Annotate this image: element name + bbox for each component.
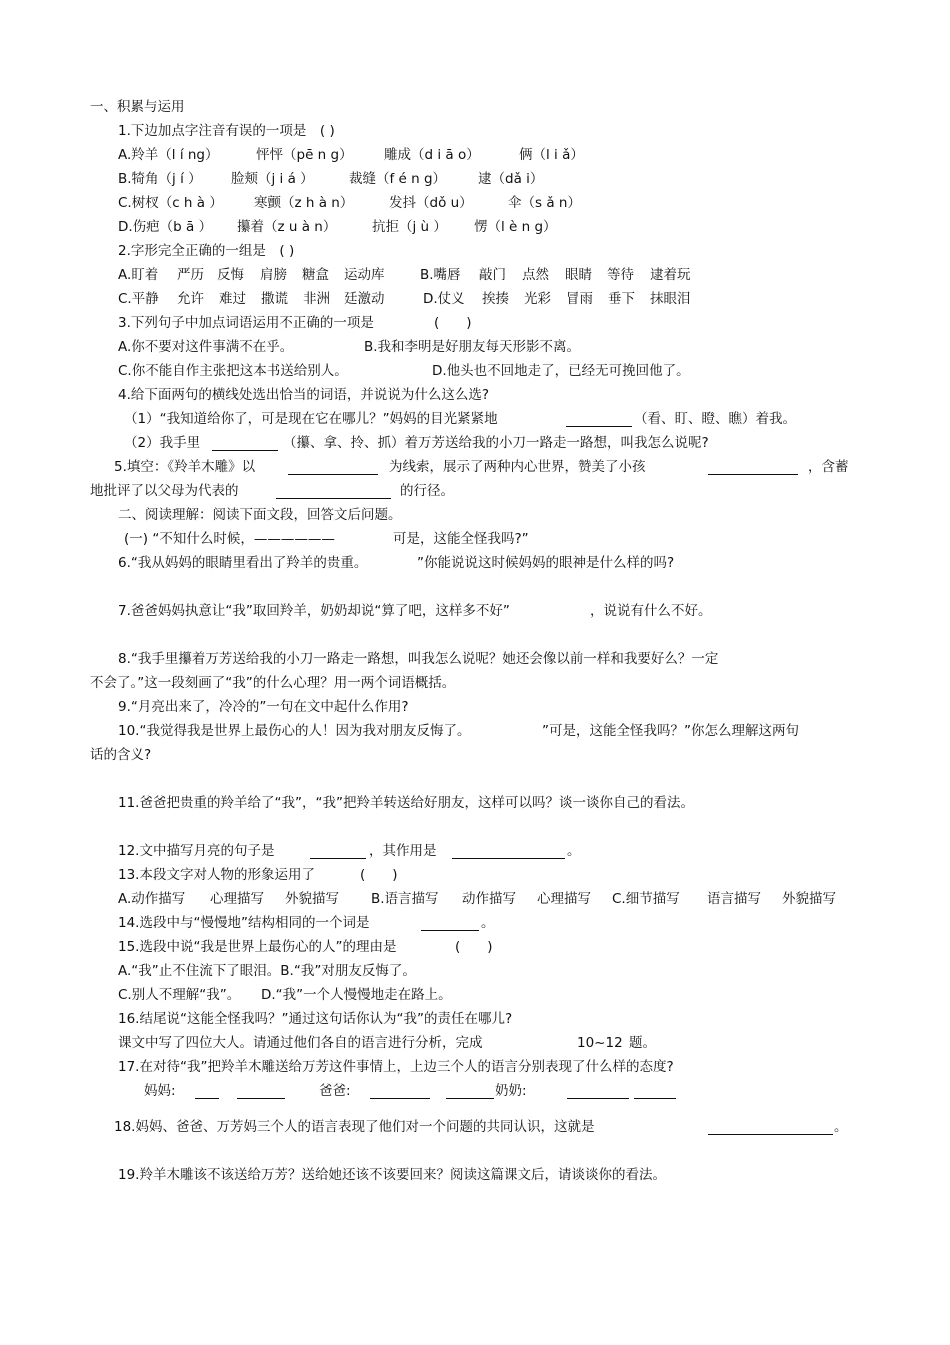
blank: [452, 858, 565, 859]
question-2-stem: 2.字形完全正确的一组是 ( ): [118, 243, 295, 259]
section-title-2: 二、阅读理解：阅读下面文段，回答文后问题。: [118, 507, 402, 523]
question-9: 9.“月亮出来了，冷冷的”一句在文中起什么作用?: [118, 699, 409, 715]
blank: [237, 1098, 285, 1099]
question-15-options-ab: A.“我”止不住流下了眼泪。B.“我”对朋友反悔了。: [118, 963, 416, 979]
question-4-stem: 4.给下面两句的横线处选出恰当的词语，并说说为什么这么选?: [118, 387, 490, 403]
blank: [567, 1098, 629, 1099]
worksheet-page: 一、积累与运用 1.下边加点字注音有误的一项是 ( ) A.羚羊（l í ng） 怦怦（pē n g） 雕成（d i ā o） 俩（l i ǎ） B.犄角（j í ） 脸颊（j i á ） 裁缝（f é n g） 逮（dǎ i） C.树杈（c h à ） 寒颤（z h à n） 发抖（dǒ u） 伞（s ǎ n） D.伤疤（b ā ） 攥着（z u à n） 抗拒（j ù ） 愣（l è n g） 2.字形完全正确的一组是 ( ) A.盯着 严历 反悔 肩膀 糖盒 运动库 B.嘴唇 敲门 点然 眼睛 等待 逮着玩 C.平静 允许 难过 撒谎 非洲 廷激动 D.仗义 挨揍 光彩 冒雨 垂下 抹眼泪 3.下列句子中加点词语运用不正确的一项是 ( ) A.你不要对这件事满不在乎。 B.我和李明是好朋友每天形影不离。 C.你不能自作主张把这本书送给别人。 D.他头也不回地走了，已经无可挽回他了。 4.给下面两句的横线处选出恰当的词语，并说说为什么这么选? （1）“我知道给你了，可是现在它在哪儿？”妈妈的目光紧紧地 （看、盯、瞪、瞧）着我。 （2）我手里 （攥、拿、拎、抓）着万芳送给我的小刀一路走一路想，叫我怎么说呢? 5.填空：《羚羊木雕》以 为线索，展示了两种内心世界，赞美了小孩 ，含蓄 地批评了以父母为代表的 的行径。 二、阅读理解：阅读下面文段，回答文后问题。 (一) “不知什么时候，—————— 可是，这能全怪我吗?” 6.“我从妈妈的眼睛里看出了羚羊的贵重。 ”你能说说这时候妈妈的眼神是什么样的吗? 7.爸爸妈妈执意让“我”取回羚羊，奶奶却说“算了吧，这样多不好” ，说说有什么不好。 8.“我手里攥着万芳送给我的小刀一路走一路想，叫我怎么说呢？她还会像以前一样和我要好么？一定 不会了。”这一段刻画了“我”的什么心理？用一两个词语概括。 9.“月亮出来了，冷冷的”一句在文中起什么作用? 10.“我觉得我是世界上最伤心的人！因为我对朋友反悔了。 ”可是，这能全怪我吗？”你怎么理解这两句 话的含义? 11.爸爸把贵重的羚羊给了“我”，“我”把羚羊转送给好朋友，这样可以吗？谈一谈你自己的看法。 12.文中描写月亮的句子是 ，其作用是 。 13.本段文字对人物的形象运用了 ( ) A.动作描写 心理描写 外貌描写 B.语言描写 动作描写 心理描写 C.细节描写 语言描写 外貌描写 14.选段中与“慢慢地”结构相同的一个词是 。 15.选段中说“我是世界上最伤心的人”的理由是 ( ) A.“我”止不住流下了眼泪。B.“我”对朋友反悔了。 C.别人不理解“我”。 D.“我”一个人慢慢地走在路上。 16.结尾说“这能全怪我吗？”通过这句话你认为“我”的责任在哪儿? 课文中写了四位大人。请通过他们各自的语言进行分析，完成 10~12 题。 17.在对待“我”把羚羊木雕送给万芳这件事情上，上边三个人的语言分别表现了什么样的态度? 妈妈: 爸爸: 奶奶: 18.妈妈、爸爸、万芳妈三个人的语言表现了他们对一个问题的共同认识，这就是 。 19.羚羊木雕该不该送给万芳？送给她还该不该要回来？阅读这篇课文后，请谈谈你的看法。: [90, 99, 849, 1183]
blank: [708, 474, 798, 475]
blank: [708, 1134, 833, 1135]
question-17-stem: 17.在对待“我”把羚羊木雕送给万芳这件事情上，上边三个人的语言分别表现了什么样的态度?: [118, 1059, 674, 1075]
blank: [566, 426, 632, 427]
blank: [370, 1098, 430, 1099]
question-10-line-2: 话的含义?: [90, 747, 152, 763]
question-1-stem: 1.下边加点字注音有误的一项是 ( ): [118, 123, 335, 139]
section-title-1: 一、积累与运用: [90, 99, 185, 115]
question-16: 16.结尾说“这能全怪我吗？”通过这句话你认为“我”的责任在哪儿?: [118, 1011, 513, 1027]
blank: [288, 474, 378, 475]
blank: [310, 858, 366, 859]
blank: [195, 1098, 219, 1099]
question-8-line-1: 8.“我手里攥着万芳送给我的小刀一路走一路想，叫我怎么说呢？她还会像以前一样和我要好么？一定: [118, 651, 719, 667]
question-19: 19.羚羊木雕该不该送给万芳？送给她还该不该要回来？阅读这篇课文后，请谈谈你的看法。: [118, 1167, 666, 1183]
question-8-line-2: 不会了。”这一段刻画了“我”的什么心理？用一两个词语概括。: [90, 675, 456, 691]
blank: [421, 930, 479, 931]
blank: [276, 498, 391, 499]
blank: [212, 450, 278, 451]
blank: [446, 1098, 494, 1099]
question-11: 11.爸爸把贵重的羚羊给了“我”，“我”把羚羊转送给好朋友，这样可以吗？谈一谈你自己的看法。: [118, 795, 694, 811]
blank: [634, 1098, 676, 1099]
